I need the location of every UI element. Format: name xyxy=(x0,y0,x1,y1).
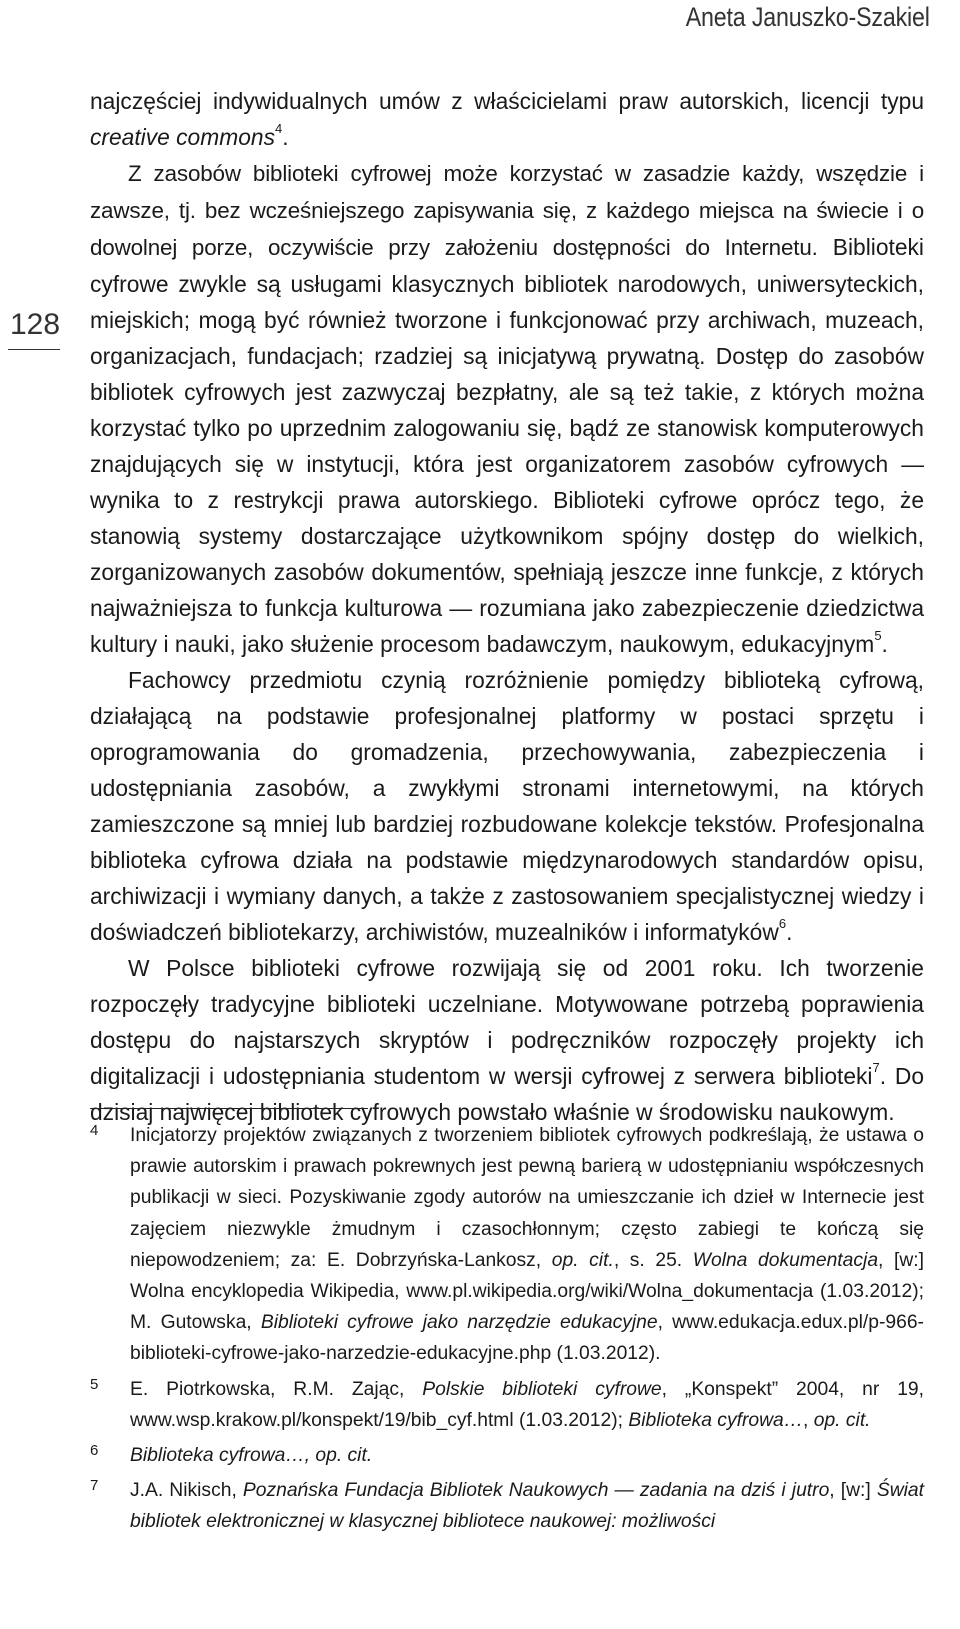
footnote-7 xyxy=(90,1475,924,1537)
footnotes xyxy=(90,1120,924,1542)
footnote-text: J.A. Nikisch, xyxy=(130,1480,243,1502)
footnote-text: , s. 25. xyxy=(613,1249,693,1271)
body-text xyxy=(90,83,924,1130)
footnote-number: 4 xyxy=(90,1122,99,1139)
p2-text: Biblioteki cyfrowe zwykle są usługami klasycznych bibliotek narodowych, uniwersyteckich, miejskich; mogą być również tworzone i funkcjonować przy archiwach, muzeach, organizacjach, fundacjach; rzadziej są inicjatywą prywatną. Dostęp do zasobów bibliotek cyfrowych jest zazwyczaj bezpłatny, ale są też takie, z których można korzystać tylko po uprzednim zalogowaniu się, bądź ze stanowisk komputerowych znajdujących się w instytucji, która jest organizatorem zasobów cyfrowych — wynika to z restrykcji prawa autorskiego. Biblioteki cyfrowe oprócz tego, że stanowią systemy dostarczające użytkownikom spójny dostęp do wielkich, zorganizowanych zasobów dokumentów, spełniają jeszcze inne funkcje, z których najważniejsza to funkcja kulturowa — rozumiana jako zabezpieczenie dziedzictwa kultury i nauki, jako służenie procesom badawczym, naukowym, edukacyjnym xyxy=(90,234,924,657)
footnote-italic: op. cit. xyxy=(551,1249,614,1271)
p2-sans-text: Z zasobów biblioteki cyfrowej może korzystać w zasadzie każdy, wszędzie i zawsze, tj. bez wcześniejszego zapisywania się, z każdego miejsca na świecie i o dowolnej porze, oczywiście przy założeniu dostępności do Internetu. xyxy=(90,161,924,260)
footnote-text: E. Piotrkowska, R.M. Zając, xyxy=(130,1378,423,1400)
footnote-ref-6[interactable]: 6 xyxy=(778,916,787,932)
footnote-ref-5[interactable]: 5 xyxy=(874,628,882,644)
footnote-6 xyxy=(90,1440,924,1471)
paragraph-1 xyxy=(90,83,924,155)
p4-text: W Polsce biblioteki cyfrowe rozwijają się od 2001 roku. Ich tworzenie rozpoczęły tradycyjne biblioteki uczelniane. Motywowane potrzebą poprawienia dostępu do najstarszych skryptów i podręczników rozpoczęły projekty ich digitalizacji i udostępniania studentom w wersji cyfrowej z serwera biblioteki xyxy=(90,955,924,1089)
p2-end: . xyxy=(881,631,888,657)
footnote-italic: Biblioteka cyfrowa… xyxy=(628,1409,804,1431)
footnote-italic: Świat bibliotek elektronicznej w klasycznej bibliotece naukowej: możliwości xyxy=(130,1480,924,1533)
p1-end: . xyxy=(282,124,289,150)
footnote-number: 6 xyxy=(90,1442,99,1460)
footnote-text: Inicjatorzy projektów związanych z tworzeniem bibliotek cyfrowych podkreślają, że ustawa o prawie autorskim i prawach pokrewnych jest pewną barierą w udostępnianiu współczesnych publikacji w sieci. Pozyskiwanie zgody autorów na umieszczanie ich dzieł w Internecie jest zajęciem niezwykle żmudnym i czasochłonnym; często zabiegi te kończą się niepowodzeniem; za: E. Dobrzyńska-Lankosz, xyxy=(130,1125,924,1271)
footnote-4 xyxy=(90,1120,924,1370)
running-header-author: Aneta Januszko-Szakiel xyxy=(685,2,930,32)
paragraph-3 xyxy=(90,662,924,950)
page-number-rule xyxy=(8,349,60,350)
footnote-italic: op. cit. xyxy=(813,1409,871,1431)
footnote-text: , www.edukacja.edux.pl/p-966-biblioteki-cyfrowe-jako-narzedzie-edukacyjne.php (1.03.2012). xyxy=(130,1312,924,1365)
footnote-italic: Biblioteki cyfrowe jako narzędzie edukacyjne xyxy=(260,1312,658,1334)
footnote-ref-7[interactable]: 7 xyxy=(872,1060,880,1076)
footnote-text: , „Konspekt” 2004, nr 19, www.wsp.krakow.pl/konspekt/19/bib_cyf.html (1.03.2012); xyxy=(130,1378,924,1431)
p3-text: Fachowcy przedmiotu czynią rozróżnienie pomiędzy biblioteką cyfrową, działającą na podstawie profesjonalnej platformy w postaci sprzętu i oprogramowania do gromadzenia, przechowywania, zabezpieczenia i udostępniania zasobów, a zwykłymi stronami internetowymi, na których zamieszczone są mniej lub bardziej rozbudowane kolekcje tekstów. Profesjonalna biblioteka cyfrowa działa na podstawie międzynarodowych standardów opisu, archiwizacji i wymiany danych, a także z zastosowaniem specjalistycznej wiedzy i doświadczeń bibliotekarzy, archiwistów, muzealników i informatyków xyxy=(90,667,924,945)
footnote-italic: Biblioteka cyfrowa…, op. cit. xyxy=(130,1445,373,1467)
p3-end: . xyxy=(786,919,793,945)
page-number: 128 xyxy=(9,308,61,341)
paragraph-2 xyxy=(90,155,924,662)
paragraph-4 xyxy=(90,950,924,1130)
footnote-5 xyxy=(90,1374,924,1436)
p1-italic: creative commons xyxy=(90,124,275,150)
footnote-text: , [w:] xyxy=(829,1480,877,1502)
footnote-number: 5 xyxy=(90,1375,99,1393)
footnote-italic: Poznańska Fundacja Bibliotek Naukowych — zadania na dziś i jutro xyxy=(242,1480,830,1502)
footnote-italic: Polskie biblioteki cyfrowe xyxy=(422,1378,662,1400)
footnote-separator xyxy=(90,1108,368,1109)
footnote-text: , [w:] Wolna encyklopedia Wikipedia, www.pl.wikipedia.org/wiki/Wolna_dokumentacja (1.03.2012); M. Gutowska, xyxy=(130,1249,924,1334)
p4-end: . Do dzisiaj najwięcej bibliotek cyfrowych powstało właśnie w środowisku naukowym. xyxy=(90,1063,924,1125)
footnote-text: , xyxy=(803,1409,814,1431)
p1-text: najczęściej indywidualnych umów z właścicielami praw autorskich, licencji typu xyxy=(90,88,924,114)
footnote-number: 7 xyxy=(90,1477,99,1495)
footnote-ref-4[interactable]: 4 xyxy=(274,121,283,137)
footnote-italic: Wolna dokumentacja xyxy=(692,1249,879,1271)
